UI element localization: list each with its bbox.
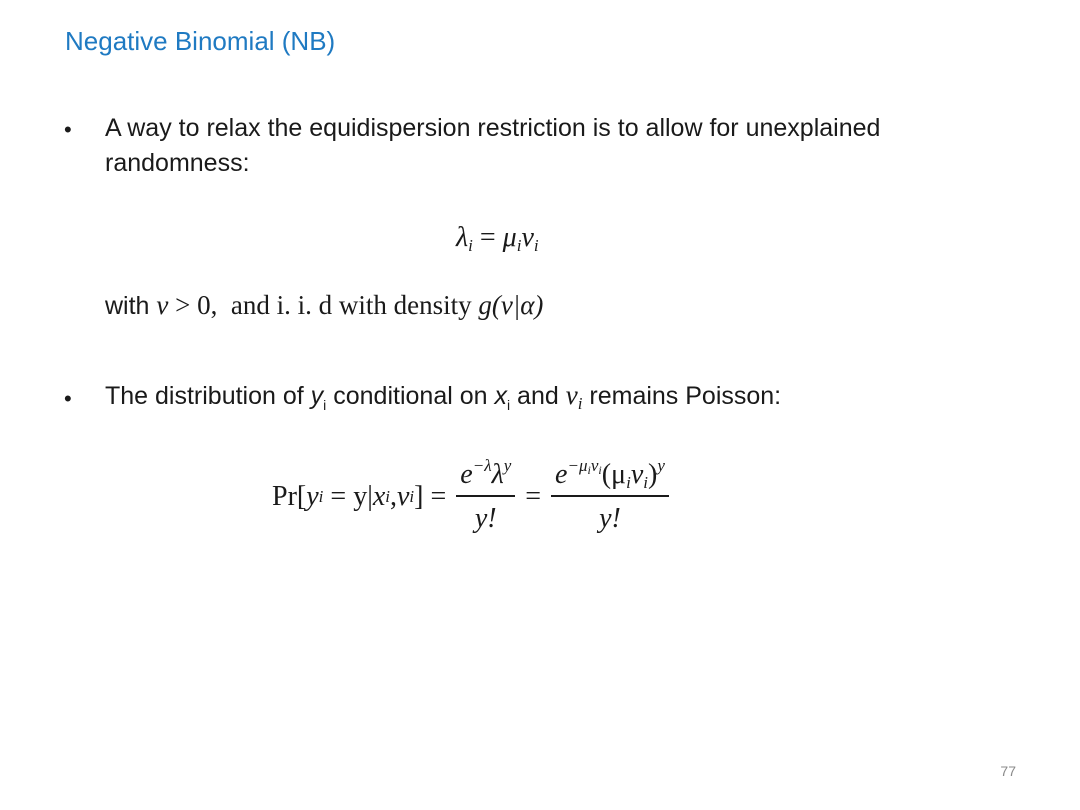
fraction-1-numerator — [456, 456, 515, 497]
text-segment: The distribution of — [105, 382, 311, 410]
equals-y-given: = y| — [323, 481, 373, 512]
bracket-close-equals: ] = — [414, 481, 447, 512]
y-variable: y — [306, 481, 319, 512]
nu-symbol: ν — [521, 222, 534, 253]
text-segment: and — [510, 382, 566, 410]
greater-than-zero: > 0, — [168, 290, 231, 320]
text-segment: remains Poisson: — [582, 382, 782, 410]
exponent-y: y — [657, 456, 665, 475]
nu-symbol: ν — [565, 380, 578, 410]
equals-sign: = — [525, 481, 542, 512]
equals-sign: = — [472, 222, 503, 253]
iid-text: and i. i. d with density — [230, 290, 479, 320]
fraction-1-denominator: y! — [474, 503, 497, 534]
bullet-marker-1: • — [64, 117, 72, 142]
equation-poisson: Pr[ y i = y| x i , ν i ] = $\frac{e^{-\lambda}\lambda^y}{y!}$ = $\frac{e^{-\mu_i\nu_i}(\mu_i\nu_i)^y}{y!}$ — [272, 452, 679, 542]
mu-symbol: μ — [502, 222, 517, 253]
subscript-i: i — [506, 397, 511, 413]
exponent-mu: −μ — [567, 456, 588, 475]
paren-mu: (μ — [601, 459, 627, 490]
with-text: with — [105, 292, 157, 320]
equation-lambda — [456, 222, 539, 254]
slide-title: Negative Binomial (NB) — [65, 26, 336, 56]
fraction-1 — [456, 456, 515, 535]
nu-symbol: ν — [590, 456, 599, 475]
lambda-symbol: λ — [456, 222, 469, 253]
x-variable: x — [494, 382, 507, 410]
bullet-text-1: A way to relax the equidispersion restriction is to allow for unexplained randomness: — [105, 114, 881, 177]
fraction-2-denominator: y! — [599, 503, 621, 534]
lambda-symbol: λ — [491, 459, 504, 490]
bullet-marker-2: • — [64, 386, 72, 411]
text-segment: conditional on — [326, 382, 495, 410]
subscript-i: i — [468, 236, 473, 255]
density-function: g(ν|α) — [478, 290, 544, 320]
condition-line — [105, 290, 543, 321]
nu-symbol: ν — [396, 481, 410, 512]
paren-close: ) — [647, 459, 658, 490]
subscript-i: i — [643, 473, 648, 492]
subscript-i: i — [587, 463, 591, 477]
exponent — [567, 456, 601, 475]
e-symbol: e — [555, 459, 568, 490]
bullet-text-2 — [105, 378, 1005, 414]
subscript-i: i — [598, 463, 602, 477]
pr-open: Pr[ — [272, 481, 307, 512]
subscript-i: i — [323, 397, 327, 413]
page-number: 77 — [1000, 763, 1016, 779]
exponent-y: y — [503, 456, 512, 475]
e-symbol: e — [460, 459, 473, 490]
comma: , — [389, 481, 397, 512]
y-variable: y — [310, 382, 324, 410]
fraction-2-numerator — [551, 456, 669, 497]
nu-symbol: ν — [630, 459, 644, 490]
x-variable: x — [372, 481, 386, 512]
nu-symbol: ν — [156, 290, 169, 320]
exponent: −λ — [472, 456, 492, 475]
fraction-2 — [551, 456, 669, 535]
subscript-i: i — [577, 394, 583, 413]
subscript-i: i — [626, 473, 631, 492]
subscript-i: i — [516, 236, 522, 255]
subscript-i: i — [533, 236, 539, 255]
